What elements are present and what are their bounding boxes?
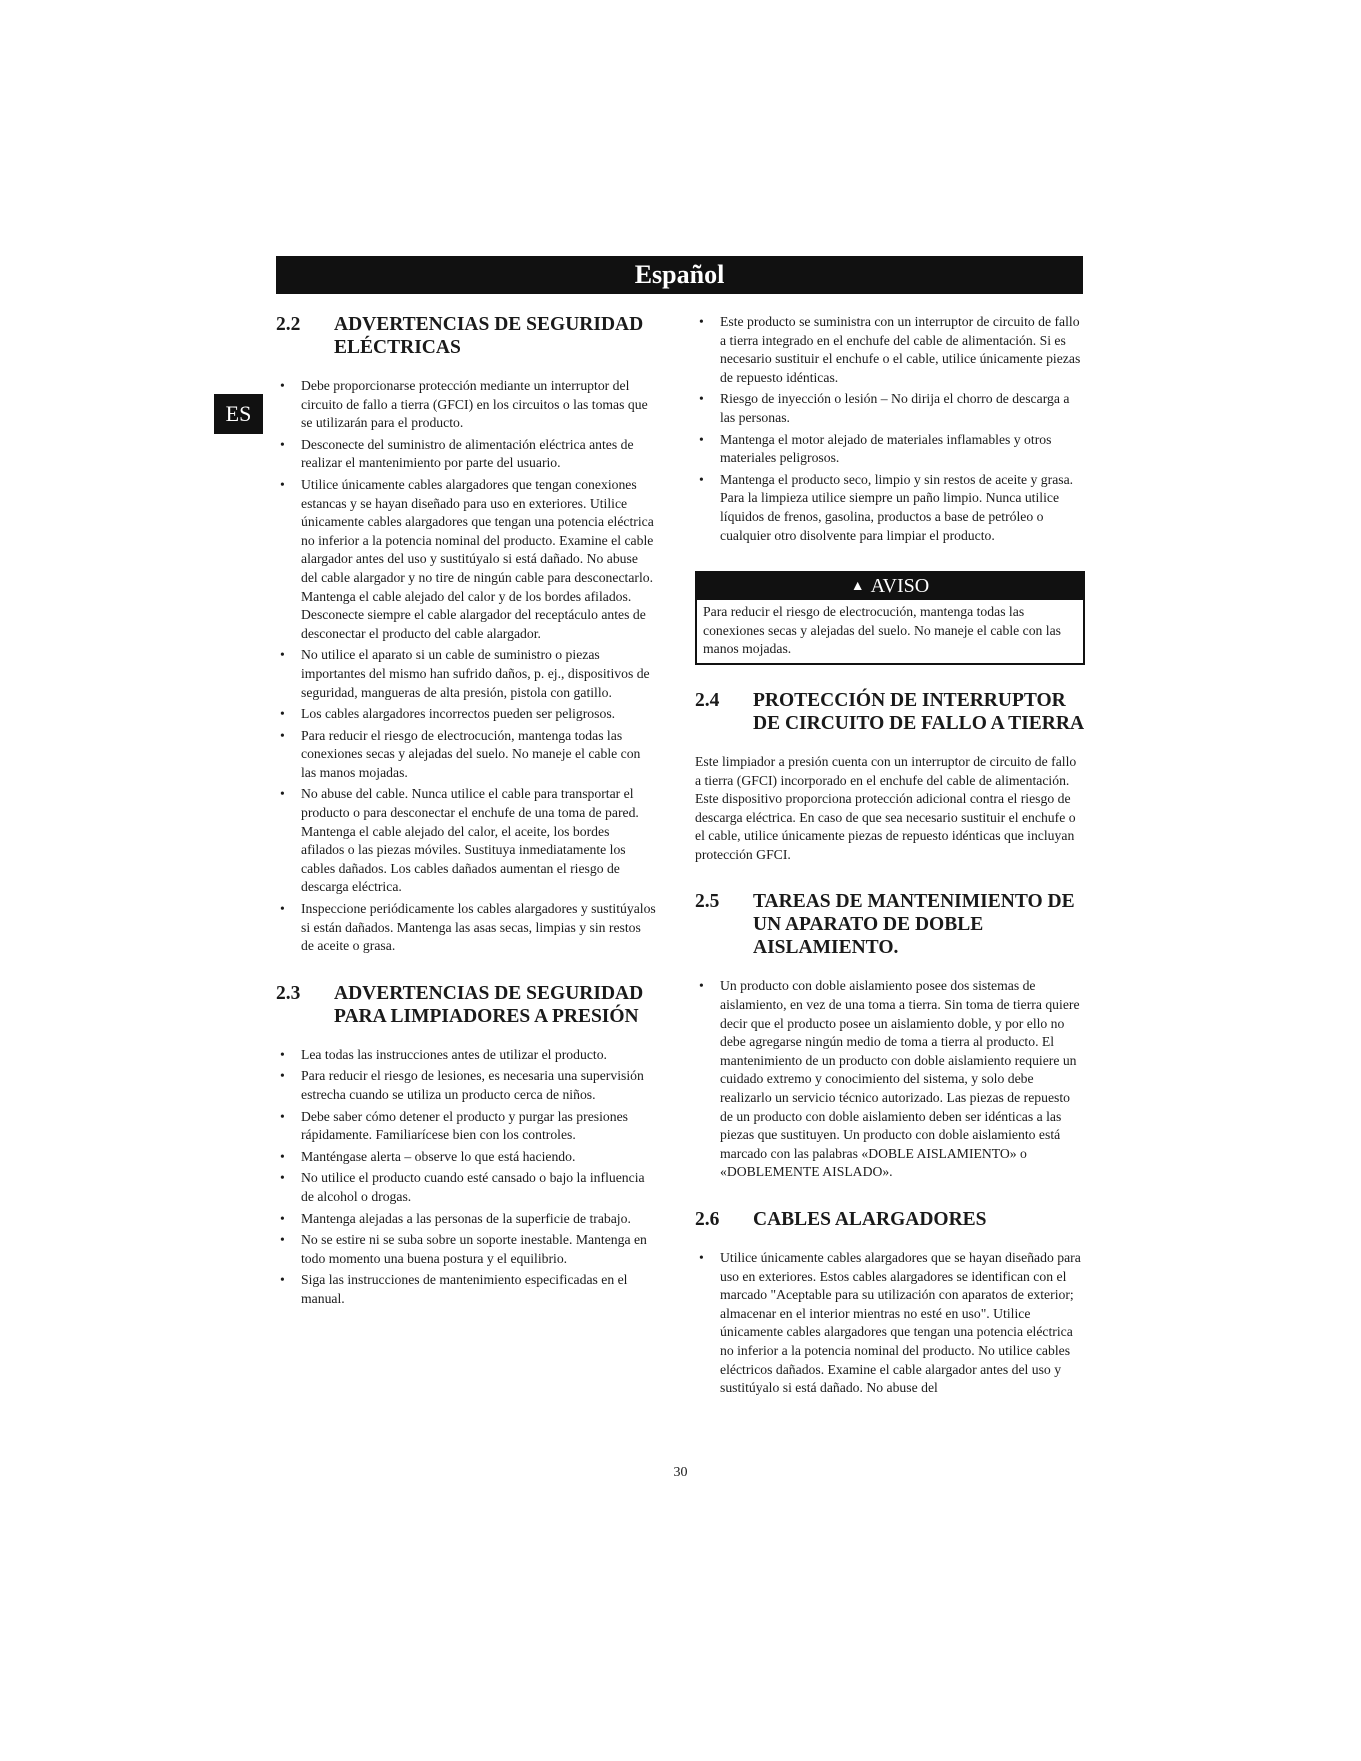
list-item: • Inspeccione periódicamente los cables alargadores y sustitúyalos si están dañados. Mantenga las asas secas, limpias y sin restos de aceite o grasa. xyxy=(276,900,656,956)
list-item: • Desconecte del suministro de alimentación eléctrica antes de realizar el mantenimiento por parte del usuario. xyxy=(276,436,656,473)
section-number: 2.5 xyxy=(695,891,720,913)
section-2-2-heading xyxy=(276,313,656,359)
notice-header xyxy=(697,573,1083,600)
list-item: • Siga las instrucciones de mantenimiento especificadas en el manual. xyxy=(276,1271,656,1308)
language-tab: ES xyxy=(214,394,263,434)
list-item: • Este producto se suministra con un interruptor de circuito de fallo a tierra integrado en el enchufe del cable de alimentación. Si es necesario sustituir el enchufe o el cable, utilice únicamente piezas de repuesto idénticas. xyxy=(695,313,1085,387)
section-2-3-heading xyxy=(276,982,656,1028)
list-item: • Manténgase alerta – observe lo que está haciendo. xyxy=(276,1148,656,1167)
list-item: • No se estire ni se suba sobre un soporte inestable. Mantenga en todo momento una buena postura y el equilibrio. xyxy=(276,1231,656,1268)
list-item: • Los cables alargadores incorrectos pueden ser peligrosos. xyxy=(276,705,656,724)
list-item: • Utilice únicamente cables alargadores que se hayan diseñado para uso en exteriores. Estos cables alargadores se identifican con el marcado "Aceptable para su utilización con aparatos de exterior; almacenar en el interior mientras no esté en uso". Utilice únicamente cables alargadores que tengan una potencia eléctrica no inferior a la potencia nominal del producto. No utilice cables eléctricos dañados. Examine el cable alargador antes del uso y sustitúyalo si está dañado. No abuse del xyxy=(695,1249,1085,1398)
list-item: • Para reducir el riesgo de electrocución, mantenga todas las conexiones secas y alejadas del suelo. No maneje el cable con las manos mojadas. xyxy=(276,727,656,783)
section-2-6-heading xyxy=(695,1208,1085,1231)
section-title: CABLES ALARGADORES xyxy=(753,1209,987,1230)
section-title: ADVERTENCIAS DE SEGURIDAD ELÉCTRICAS xyxy=(334,314,644,358)
list-item: • Utilice únicamente cables alargadores que tengan conexiones estancas y se hayan diseñado para uso en exteriores. Utilice únicamente cables alargadores que tengan una potencia eléctrica no inferior a la potencia nominal del producto. Examine el cable alargador antes del uso y sustitúyalo si está dañado. No abuse del cable alargador y no tire de ningún cable para desconectarlo. Mantenga el cable alejado del calor y de los bordes afilados. Desconecte siempre el cable alargador del receptáculo antes de desconectar el producto del cable alargador. xyxy=(276,476,656,643)
section-2-2-list xyxy=(276,377,656,956)
left-column xyxy=(276,313,656,1335)
notice-title: AVISO xyxy=(870,575,930,598)
list-item: • Mantenga alejadas a las personas de la superficie de trabajo. xyxy=(276,1210,656,1229)
list-item: • Mantenga el motor alejado de materiales inflamables y otros materiales peligrosos. xyxy=(695,431,1085,468)
section-number: 2.6 xyxy=(695,1209,720,1230)
warning-triangle-icon: ▲ xyxy=(850,579,865,595)
list-item: • No utilice el producto cuando esté cansado o bajo la influencia de alcohol o drogas. xyxy=(276,1169,656,1206)
section-2-5-list xyxy=(695,977,1085,1182)
list-item: • Debe proporcionarse protección mediante un interruptor del circuito de fallo a tierra (GFCI) en los circuitos o las tomas que se utilizarán para el producto. xyxy=(276,377,656,433)
list-item: • Riesgo de inyección o lesión – No dirija el chorro de descarga a las personas. xyxy=(695,390,1085,427)
section-2-4-heading xyxy=(695,689,1085,735)
section-2-4-text: Este limpiador a presión cuenta con un interruptor de circuito de fallo a tierra (GFCI) incorporado en el enchufe del cable de alimentación. Este dispositivo proporciona protección adicional contra el riesgo de descarga eléctrica. En caso de que sea necesario sustituir el enchufe o el cable, utilice únicamente piezas de repuesto idénticas que incluyan protección GFCI. xyxy=(695,753,1077,862)
list-item: • No abuse del cable. Nunca utilice el cable para transportar el producto o para desconectar el enchufe de una toma de pared. Mantenga el cable alejado del calor, el aceite, los bordes afilados o las piezas móviles. Sustituya inmediatamente los cables dañados. Los cables dañados aumentan el riesgo de descarga eléctrica. xyxy=(276,785,656,897)
list-item: • Un producto con doble aislamiento posee dos sistemas de aislamiento, en vez de una toma a tierra. Sin toma de tierra quiere decir que el producto posee un aislamiento doble, y por ello no debe agregarse ningún medio de toma a tierra al producto. El mantenimiento de un producto con doble aislamiento requiere un cuidado extremo y conocimiento del sistema, y solo debe realizarlo un servicio técnico autorizado. Las piezas de repuesto de un producto con doble aislamiento deben ser idénticas a las piezas que sustituyen. Un producto con doble aislamiento está marcado con las palabras «DOBLE AISLAMIENTO» o «DOBLEMENTE AISLADO». xyxy=(695,977,1085,1182)
list-item: • Lea todas las instrucciones antes de utilizar el producto. xyxy=(276,1046,656,1065)
list-item: • No utilice el aparato si un cable de suministro o piezas importantes del mismo han sufrido daños, p. ej., dispositivos de seguridad, mangueras de alta presión, pistola con gatillo. xyxy=(276,646,656,702)
right-top-list xyxy=(695,313,1085,545)
list-item: • Para reducir el riesgo de lesiones, es necesaria una supervisión estrecha cuando se utiliza un producto cerca de niños. xyxy=(276,1067,656,1104)
section-2-6-list xyxy=(695,1249,1085,1398)
language-header: Español xyxy=(276,256,1083,294)
page-number: 30 xyxy=(673,1465,688,1480)
section-2-5-heading xyxy=(695,890,1085,959)
section-title: ADVERTENCIAS DE SEGURIDAD PARA LIMPIADORES A PRESIÓN xyxy=(334,982,644,1027)
section-title: PROTECCIÓN DE INTERRUPTOR DE CIRCUITO DE FALLO A TIERRA xyxy=(753,689,1085,734)
list-item: • Debe saber cómo detener el producto y purgar las presiones rápidamente. Familiarícese bien con los controles. xyxy=(276,1108,656,1145)
section-number: 2.3 xyxy=(276,982,301,1004)
notice-text: Para reducir el riesgo de electrocución, mantenga todas las conexiones secas y alejadas del suelo. No maneje el cable con las manos mojadas. xyxy=(703,604,1062,657)
section-number: 2.2 xyxy=(276,314,301,335)
section-number: 2.4 xyxy=(695,689,720,711)
section-title: TAREAS DE MANTENIMIENTO DE UN APARATO DE DOBLE AISLAMIENTO. xyxy=(753,891,1075,959)
right-column xyxy=(695,313,1085,1424)
section-2-3-list xyxy=(276,1046,656,1309)
aviso-notice-box xyxy=(695,571,1085,665)
list-item: • Mantenga el producto seco, limpio y sin restos de aceite y grasa. Para la limpieza utilice siempre un paño limpio. Nunca utilice líquidos de frenos, gasolina, productos a base de petróleo o cualquier otro disolvente para limpiar el producto. xyxy=(695,471,1085,545)
